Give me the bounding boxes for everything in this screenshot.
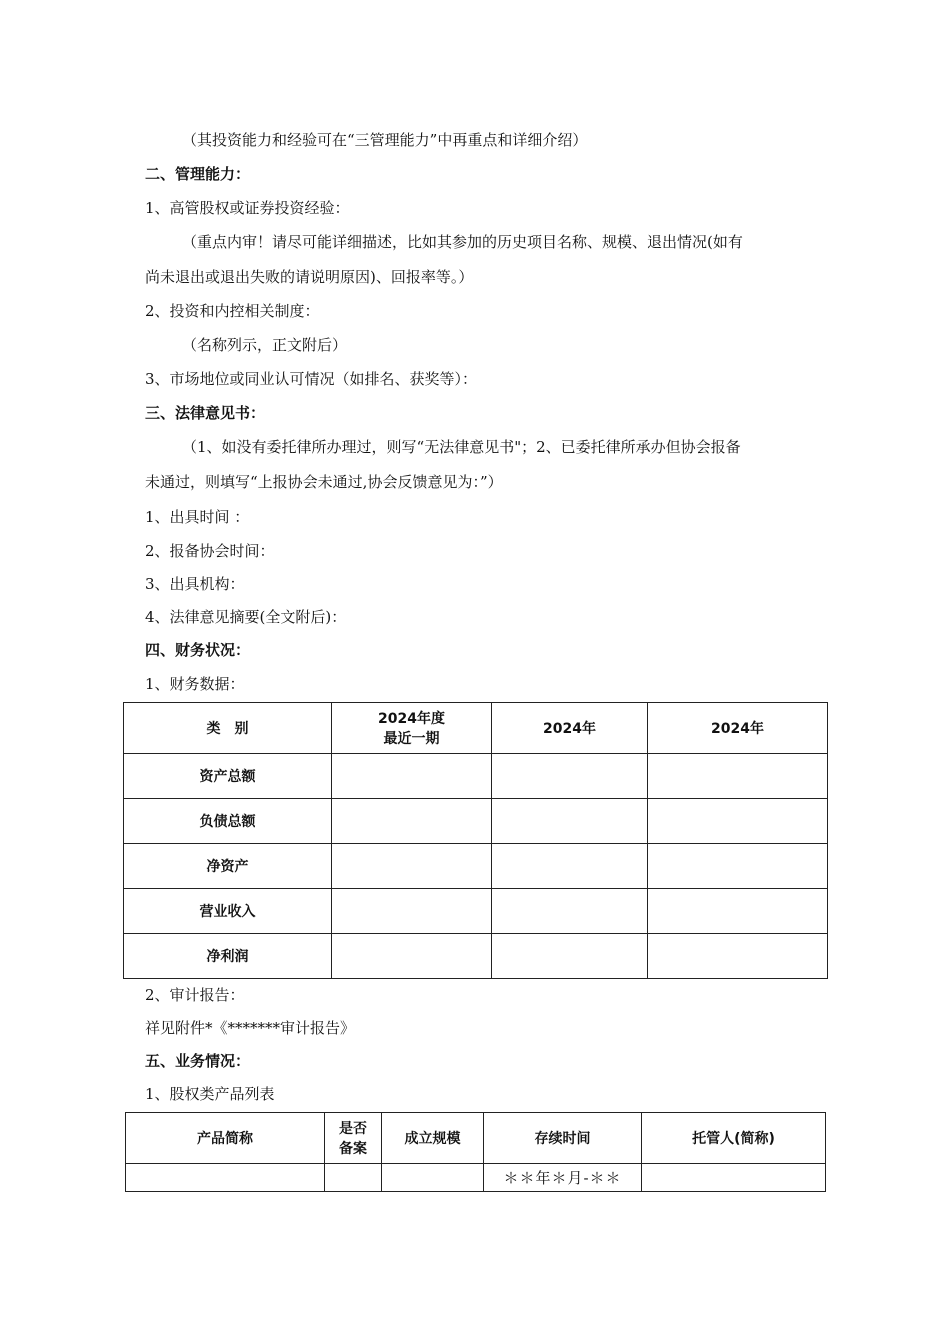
table-cell[interactable] bbox=[648, 844, 828, 889]
table-header-row bbox=[126, 1113, 826, 1164]
table-cell[interactable] bbox=[492, 799, 648, 844]
table-row bbox=[124, 754, 828, 799]
item-issuer: 3、出具机构： bbox=[145, 575, 245, 593]
header-2024-annual-line1: 2024年度 bbox=[378, 711, 445, 727]
header-custodian: 托管人(简称) bbox=[642, 1113, 826, 1164]
note-exec-experience-2: 尚未退出或退出失败的请说明原因)、回报率等。） bbox=[145, 268, 474, 286]
item-financial-data: 1、财务数据： bbox=[145, 675, 245, 693]
row-label-net-profit: 净利润 bbox=[124, 934, 332, 979]
header-2024-annual bbox=[332, 703, 492, 754]
table-cell[interactable] bbox=[332, 889, 492, 934]
table-cell[interactable] bbox=[492, 934, 648, 979]
row-label-total-assets: 资产总额 bbox=[124, 754, 332, 799]
table-cell[interactable] bbox=[648, 889, 828, 934]
table-cell[interactable] bbox=[126, 1164, 325, 1192]
table-cell[interactable] bbox=[648, 799, 828, 844]
note-audit-report: 祥见附件*《*******审计报告》 bbox=[145, 1019, 356, 1037]
item-internal-control: 2、投资和内控相关制度： bbox=[145, 302, 320, 320]
row-label-total-liabilities: 负债总额 bbox=[124, 799, 332, 844]
item-issue-date: 1、出具时间 ： bbox=[145, 508, 250, 526]
section-heading-business: 五、业务情况： bbox=[145, 1052, 251, 1070]
note-legal-1: （1、如没有委托律所办理过，则写“无法律意见书"；2、已委托律所承办但协会报备 bbox=[182, 438, 741, 456]
table-cell[interactable] bbox=[332, 844, 492, 889]
table-cell[interactable] bbox=[648, 934, 828, 979]
item-equity-products: 1、股权类产品列表 bbox=[145, 1085, 275, 1103]
header-product-name: 产品简称 bbox=[126, 1113, 325, 1164]
table-row bbox=[126, 1164, 826, 1192]
header-category: 类 别 bbox=[124, 703, 332, 754]
table-row bbox=[124, 844, 828, 889]
item-legal-summary: 4、法律意见摘要(全文附后)： bbox=[145, 608, 347, 626]
header-duration: 存续时间 bbox=[484, 1113, 642, 1164]
note-exec-experience-1: （重点内审！请尽可能详细描述，比如其参加的历史项目名称、规模、退出情况(如有 bbox=[182, 233, 743, 251]
table-header-row bbox=[124, 703, 828, 754]
item-exec-experience: 1、高管股权或证券投资经验： bbox=[145, 199, 350, 217]
section-heading-legal: 三、法律意见书： bbox=[145, 404, 266, 422]
equity-product-table bbox=[125, 1112, 826, 1192]
header-2024-b: 2024年 bbox=[648, 703, 828, 754]
table-cell[interactable] bbox=[642, 1164, 826, 1192]
table-row bbox=[124, 934, 828, 979]
row-label-revenue: 营业收入 bbox=[124, 889, 332, 934]
table-cell[interactable] bbox=[648, 754, 828, 799]
header-filed-line1: 是否 bbox=[339, 1121, 367, 1137]
table-cell[interactable] bbox=[332, 799, 492, 844]
section-heading-finance: 四、财务状况： bbox=[145, 641, 251, 659]
financial-data-table bbox=[123, 702, 828, 979]
header-2024-a: 2024年 bbox=[492, 703, 648, 754]
table-cell[interactable] bbox=[492, 889, 648, 934]
section-heading-management: 二、管理能力： bbox=[145, 165, 251, 183]
table-cell[interactable] bbox=[492, 844, 648, 889]
table-cell[interactable] bbox=[492, 754, 648, 799]
item-filing-date: 2、报备协会时间： bbox=[145, 542, 275, 560]
header-filed-line2: 备案 bbox=[339, 1141, 367, 1157]
note-internal-control: （名称列示，正文附后） bbox=[182, 336, 348, 354]
table-row bbox=[124, 889, 828, 934]
item-market-position: 3、市场地位或同业认可情况（如排名、获奖等）： bbox=[145, 370, 478, 388]
header-filed bbox=[325, 1113, 382, 1164]
table-cell[interactable] bbox=[332, 934, 492, 979]
row-label-net-assets: 净资产 bbox=[124, 844, 332, 889]
note-legal-2: 未通过，则填写“上报协会未通过,协会反馈意见为：”） bbox=[145, 473, 503, 491]
table-row bbox=[124, 799, 828, 844]
note-investment-ability: （其投资能力和经验可在“三管理能力”中再重点和详细介绍） bbox=[182, 131, 588, 149]
table-cell[interactable] bbox=[325, 1164, 382, 1192]
header-2024-annual-line2: 最近一期 bbox=[383, 731, 440, 747]
header-initial-size: 成立规模 bbox=[382, 1113, 484, 1164]
table-cell[interactable] bbox=[332, 754, 492, 799]
duration-cell[interactable]: ＊＊年＊月-＊＊ bbox=[484, 1164, 642, 1192]
table-cell[interactable] bbox=[382, 1164, 484, 1192]
item-audit-report: 2、审计报告： bbox=[145, 986, 245, 1004]
